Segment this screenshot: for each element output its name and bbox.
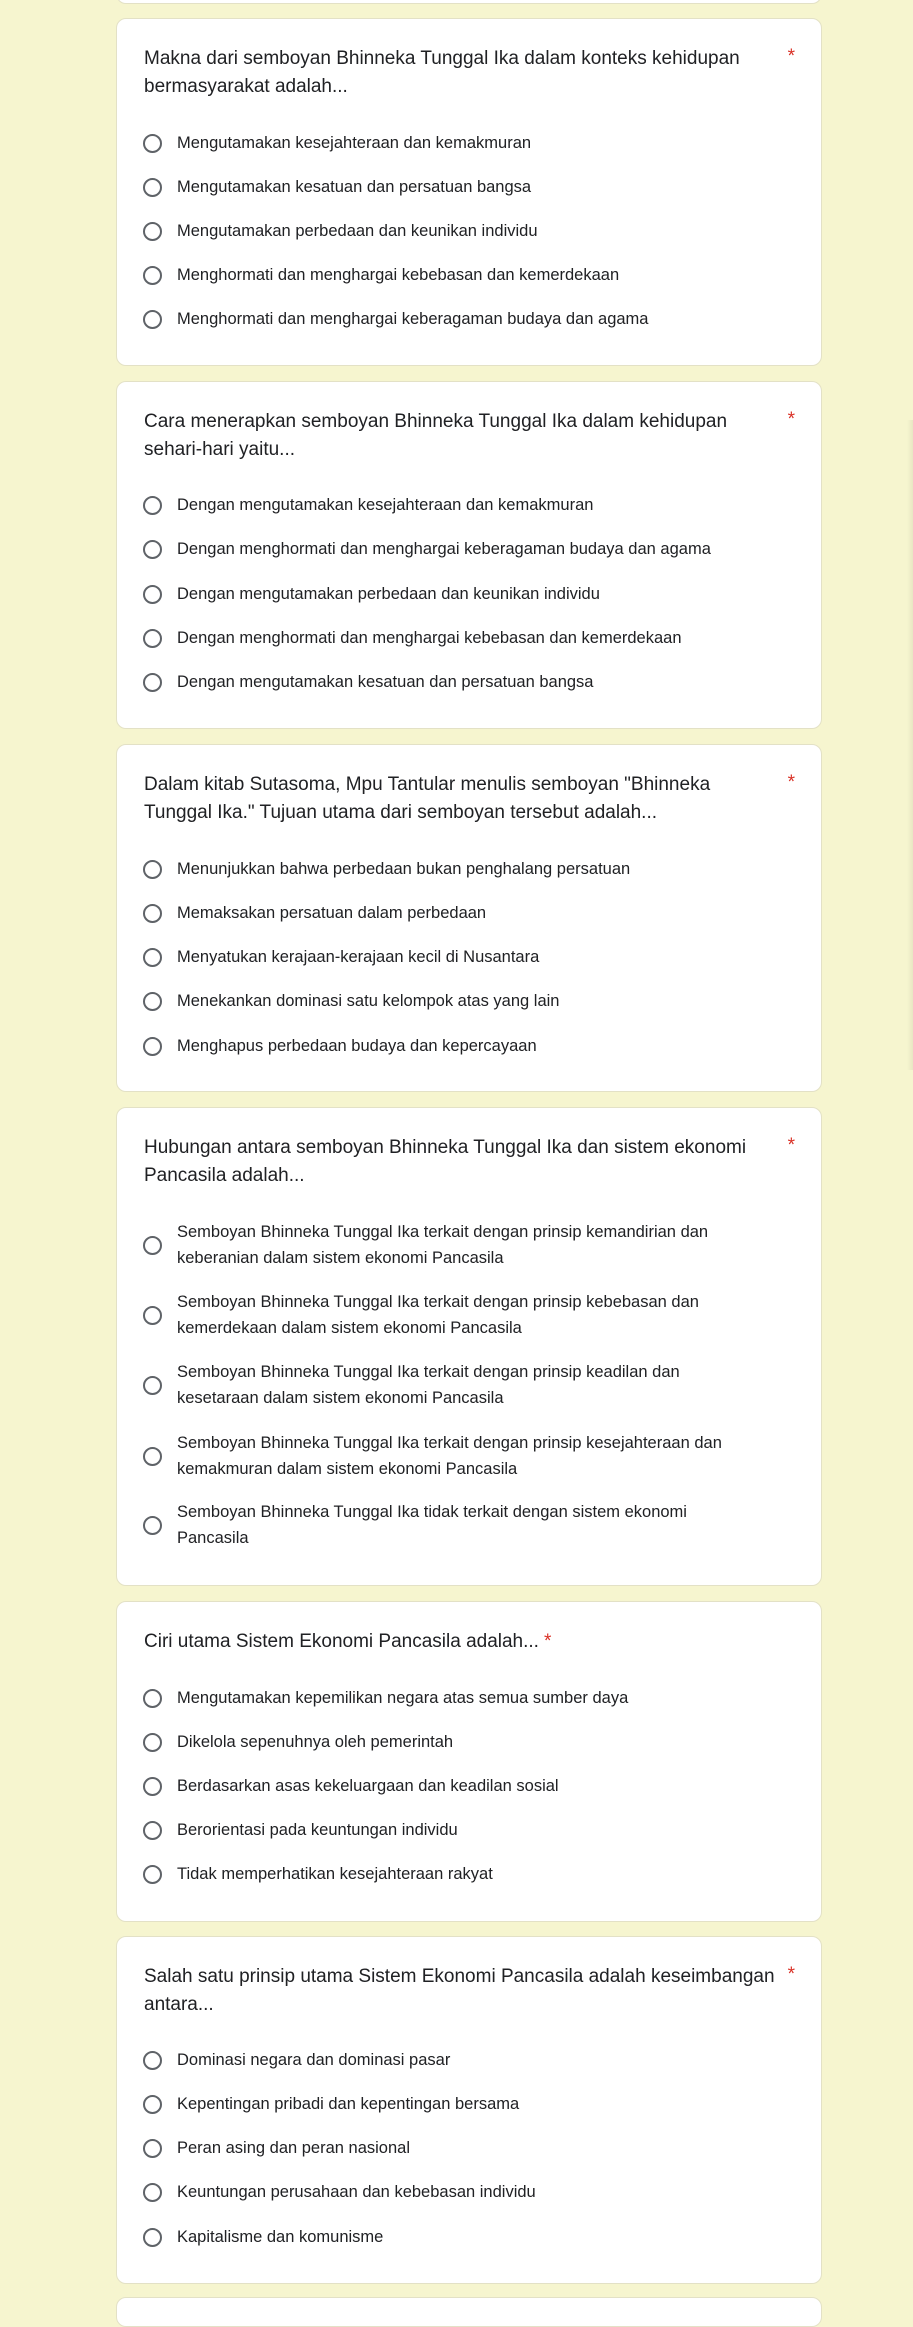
option-label (177, 2047, 450, 2073)
radio-option[interactable] (143, 1289, 801, 1341)
radio-button[interactable] (143, 496, 162, 515)
question-card-next (116, 2297, 822, 2327)
question-card (116, 1601, 822, 1922)
option-label-line: Menekankan dominasi satu kelompok atas yang lain (177, 992, 560, 1010)
option-label (177, 625, 682, 651)
radio-option[interactable] (143, 1359, 801, 1411)
radio-button[interactable] (143, 860, 162, 879)
radio-option[interactable] (143, 1729, 801, 1755)
option-label (177, 2135, 410, 2161)
option-label-line: Semboyan Bhinneka Tunggal Ika tidak terkait dengan sistem ekonomi (177, 1503, 687, 1521)
radio-option[interactable] (143, 2091, 801, 2117)
option-label (177, 1861, 493, 1887)
radio-button[interactable] (143, 2051, 162, 2070)
option-label-line: Kepentingan pribadi dan kepentingan bersama (177, 2095, 520, 2113)
option-label-line: Mengutamakan kesatuan dan persatuan bangsa (177, 178, 532, 196)
option-label-line: Semboyan Bhinneka Tunggal Ika terkait dengan prinsip kesejahteraan dan (177, 1434, 722, 1452)
option-label-line: Menghormati dan menghargai keberagaman budaya dan agama (177, 310, 649, 328)
question-title (144, 1134, 747, 1190)
radio-button[interactable] (143, 266, 162, 285)
radio-option[interactable] (143, 536, 801, 562)
option-label-line: Pancasila (177, 1529, 249, 1547)
option-label-line: Semboyan Bhinneka Tunggal Ika terkait dengan prinsip keadilan dan (177, 1363, 680, 1381)
question-title-line: Ciri utama Sistem Ekonomi Pancasila adalah... (144, 1631, 539, 1652)
option-label-line: Dominasi negara dan dominasi pasar (177, 2051, 451, 2069)
radio-option[interactable] (143, 900, 801, 926)
option-label (177, 1729, 453, 1755)
option-label-line: Dengan mengutamakan kesejahteraan dan kemakmuran (177, 496, 594, 514)
radio-button[interactable] (143, 2183, 162, 2202)
radio-button[interactable] (143, 540, 162, 559)
radio-button[interactable] (143, 2228, 162, 2247)
option-label-line: Dengan mengutamakan perbedaan dan keunikan individu (177, 585, 600, 603)
question-title-line: antara... (144, 1994, 214, 2015)
option-label-line: Menyatukan kerajaan-kerajaan kecil di Nusantara (177, 948, 540, 966)
radio-button[interactable] (143, 1037, 162, 1056)
option-label-line: Memaksakan persatuan dalam perbedaan (177, 904, 487, 922)
radio-option[interactable] (143, 988, 801, 1014)
option-label (177, 1289, 699, 1341)
required-marker: * (787, 1135, 795, 1156)
question-title (144, 1963, 775, 2019)
question-title (144, 408, 744, 464)
radio-option[interactable] (143, 2224, 801, 2250)
option-label-line: Kapitalisme dan komunisme (177, 2228, 384, 2246)
radio-button[interactable] (143, 2139, 162, 2158)
option-label (177, 900, 486, 926)
radio-option[interactable] (143, 1817, 801, 1843)
option-label (177, 1359, 680, 1411)
question-title (144, 45, 744, 101)
option-label (177, 130, 531, 156)
option-label-line: Dengan mengutamakan kesatuan dan persatuan bangsa (177, 673, 594, 691)
radio-option[interactable] (143, 2179, 801, 2205)
radio-button[interactable] (143, 222, 162, 241)
option-label-line: Menunjukkan bahwa perbedaan bukan penghalang persatuan (177, 860, 631, 878)
radio-button[interactable] (143, 1447, 162, 1466)
radio-option[interactable] (143, 1430, 801, 1482)
option-label-line: Keuntungan perusahaan dan kebebasan individu (177, 2183, 536, 2201)
question-title-line: Dalam kitab Sutasoma, Mpu Tantular menulis semboyan "Bhinneka (144, 774, 711, 795)
radio-button[interactable] (143, 310, 162, 329)
required-marker: * (543, 1631, 552, 1652)
radio-button[interactable] (143, 1306, 162, 1325)
question-title-line: Pancasila adalah... (144, 1165, 305, 1186)
radio-button[interactable] (143, 992, 162, 1011)
radio-button[interactable] (143, 2095, 162, 2114)
radio-button[interactable] (143, 1689, 162, 1708)
question-title-line: Tunggal Ika." Tujuan utama dari semboyan tersebut adalah... (144, 802, 658, 823)
option-label (177, 1499, 687, 1551)
option-label (177, 174, 531, 200)
option-label-line: keberanian dalam sistem ekonomi Pancasila (177, 1249, 504, 1267)
option-label (177, 856, 630, 882)
radio-option[interactable] (143, 1499, 801, 1551)
radio-option[interactable] (143, 581, 801, 607)
option-label-line: Semboyan Bhinneka Tunggal Ika terkait dengan prinsip kebebasan dan (177, 1293, 699, 1311)
radio-option[interactable] (143, 1033, 801, 1059)
radio-button[interactable] (143, 1777, 162, 1796)
radio-option[interactable] (143, 856, 801, 882)
radio-button[interactable] (143, 585, 162, 604)
radio-option[interactable] (143, 492, 801, 518)
option-label (177, 581, 600, 607)
option-label (177, 306, 648, 332)
question-card (116, 18, 822, 366)
question-title-line: Salah satu prinsip utama Sistem Ekonomi Pancasila adalah keseimbangan (144, 1966, 775, 1987)
radio-option[interactable] (143, 2135, 801, 2161)
option-label-line: Semboyan Bhinneka Tunggal Ika terkait dengan prinsip kemandirian dan (177, 1223, 709, 1241)
option-label (177, 536, 711, 562)
question-title-line: bermasyarakat adalah... (144, 76, 348, 97)
option-label (177, 2224, 383, 2250)
radio-option[interactable] (143, 944, 801, 970)
radio-option[interactable] (143, 625, 801, 651)
radio-button[interactable] (143, 948, 162, 967)
option-label-line: Mengutamakan kesejahteraan dan kemakmuran (177, 134, 532, 152)
question-title-line: sehari-hari yaitu... (144, 439, 296, 460)
question-card (116, 1936, 822, 2284)
radio-option[interactable] (143, 2047, 801, 2073)
option-label (177, 988, 559, 1014)
page-edge-shadow (907, 420, 913, 1070)
option-label (177, 1773, 559, 1799)
required-marker: * (787, 772, 795, 793)
radio-option[interactable] (143, 174, 801, 200)
required-marker: * (787, 409, 795, 430)
option-label (177, 218, 538, 244)
radio-button[interactable] (143, 134, 162, 153)
radio-button[interactable] (143, 1865, 162, 1884)
question-title-line: Cara menerapkan semboyan Bhinneka Tunggal Ika dalam kehidupan (144, 411, 728, 432)
option-label-line: kemakmuran dalam sistem ekonomi Pancasila (177, 1460, 518, 1478)
radio-option[interactable] (143, 669, 801, 695)
option-label-line: Peran asing dan peran nasional (177, 2139, 411, 2157)
option-label-line: Menghapus perbedaan budaya dan kepercayaan (177, 1037, 537, 1055)
question-card (116, 744, 822, 1092)
option-label (177, 1033, 537, 1059)
option-label-line: kemerdekaan dalam sistem ekonomi Pancasila (177, 1319, 522, 1337)
radio-button[interactable] (143, 1821, 162, 1840)
option-label-line: Tidak memperhatikan kesejahteraan rakyat (177, 1865, 493, 1883)
option-label (177, 1685, 628, 1711)
question-title-line: Makna dari semboyan Bhinneka Tunggal Ika dalam konteks kehidupan (144, 48, 740, 69)
option-label-line: Dikelola sepenuhnya oleh pemerintah (177, 1733, 454, 1751)
option-label (177, 669, 593, 695)
radio-button[interactable] (143, 629, 162, 648)
option-label (177, 2091, 519, 2117)
option-label-line: Berdasarkan asas kekeluargaan dan keadilan sosial (177, 1777, 559, 1795)
radio-button[interactable] (143, 673, 162, 692)
radio-button[interactable] (143, 178, 162, 197)
radio-option[interactable] (143, 130, 801, 156)
radio-option[interactable] (143, 262, 801, 288)
option-label (177, 1817, 458, 1843)
question-card (116, 381, 822, 729)
option-label (177, 262, 619, 288)
question-card-previous (116, 0, 822, 4)
radio-option[interactable] (143, 1685, 801, 1711)
question-title (144, 1628, 744, 1656)
required-marker: * (787, 46, 795, 67)
option-label (177, 1430, 722, 1482)
radio-option[interactable] (143, 1219, 801, 1271)
radio-button[interactable] (143, 1236, 162, 1255)
option-label-line: kesetaraan dalam sistem ekonomi Pancasila (177, 1389, 504, 1407)
question-title-line: Hubungan antara semboyan Bhinneka Tunggal Ika dan sistem ekonomi (144, 1137, 747, 1158)
radio-button[interactable] (143, 1376, 162, 1395)
option-label (177, 492, 593, 518)
radio-option[interactable] (143, 306, 801, 332)
option-label-line: Mengutamakan kepemilikan negara atas semua sumber daya (177, 1689, 629, 1707)
option-label-line: Menghormati dan menghargai kebebasan dan kemerdekaan (177, 266, 620, 284)
question-card (116, 1107, 822, 1586)
option-label-line: Dengan menghormati dan menghargai keberagaman budaya dan agama (177, 540, 711, 558)
option-label-line: Mengutamakan perbedaan dan keunikan individu (177, 222, 538, 240)
option-label-line: Dengan menghormati dan menghargai kebebasan dan kemerdekaan (177, 629, 682, 647)
radio-button[interactable] (143, 904, 162, 923)
required-marker: * (787, 1964, 795, 1985)
question-title (144, 771, 744, 827)
radio-button[interactable] (143, 1516, 162, 1535)
radio-option[interactable] (143, 1773, 801, 1799)
radio-option[interactable] (143, 1861, 801, 1887)
option-label-line: Berorientasi pada keuntungan individu (177, 1821, 458, 1839)
radio-option[interactable] (143, 218, 801, 244)
option-label (177, 2179, 536, 2205)
radio-button[interactable] (143, 1733, 162, 1752)
option-label (177, 944, 539, 970)
option-label (177, 1219, 708, 1271)
